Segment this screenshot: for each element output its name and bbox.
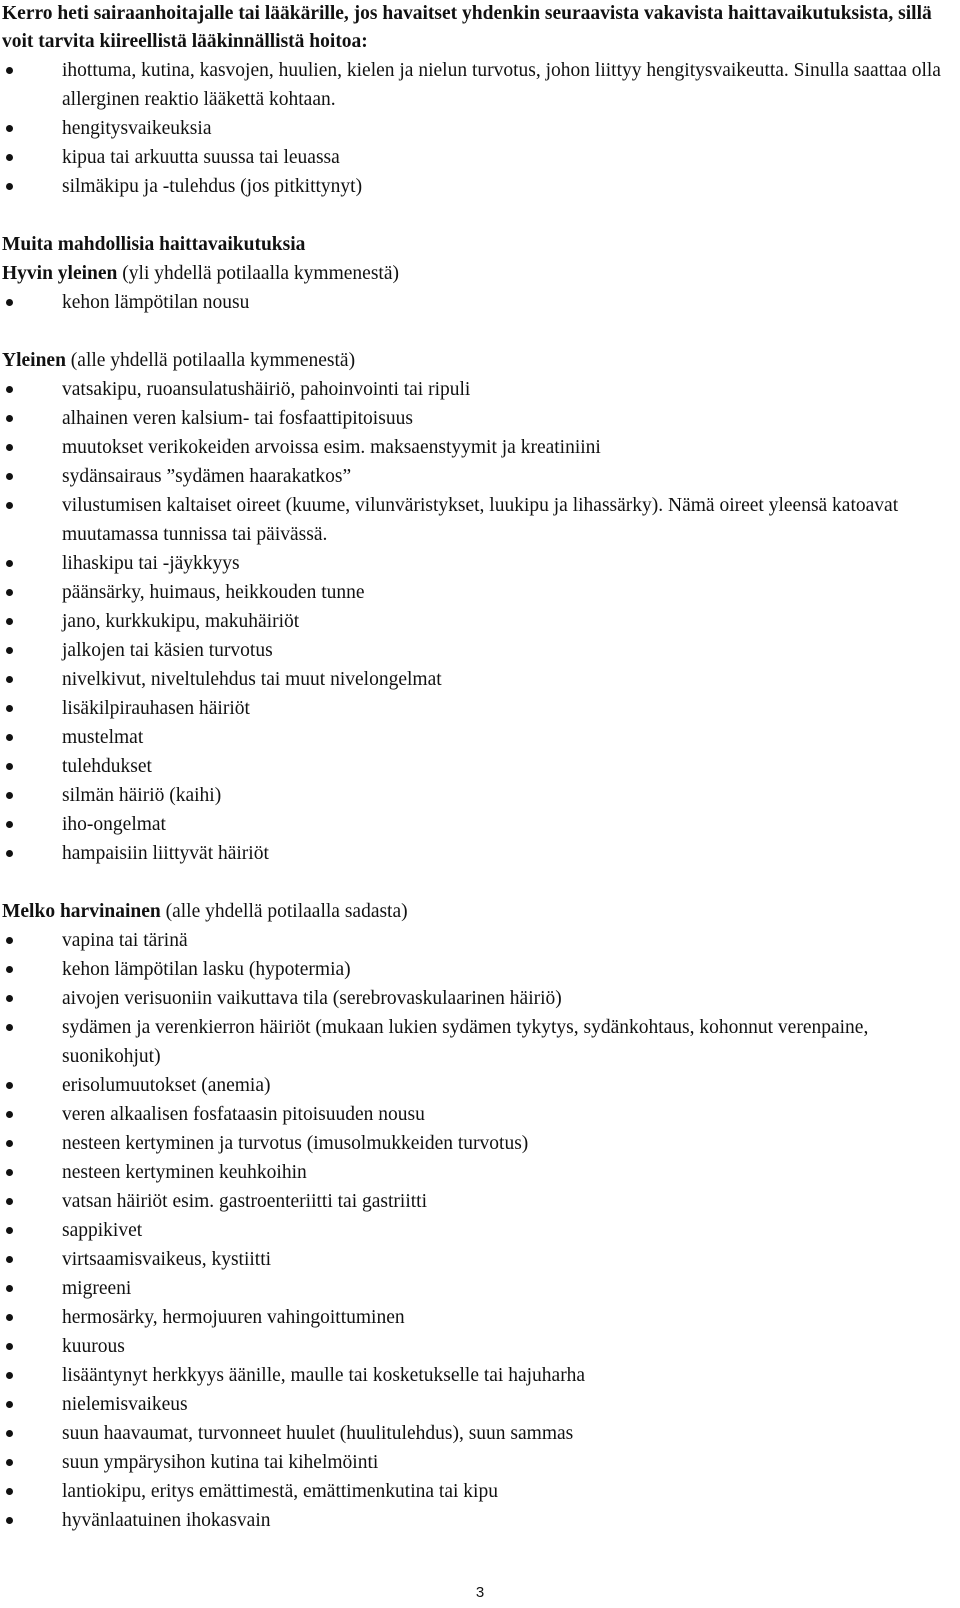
list-item xyxy=(2,955,952,984)
list-item-text: aivojen verisuoniin vaikuttava tila (serebrovaskulaarinen häiriö) xyxy=(62,988,562,1009)
uncommon-section xyxy=(2,897,952,1535)
list-item-text: päänsärky, huimaus, heikkouden tunne xyxy=(62,582,365,603)
bullet-icon xyxy=(6,386,13,393)
list-item xyxy=(2,926,952,955)
uncommon-list xyxy=(2,926,952,1535)
list-item-text: muutokset verikokeiden arvoissa esim. maksaenstyymit ja kreatiniini xyxy=(62,437,601,458)
list-item xyxy=(2,1129,952,1158)
bullet-icon xyxy=(6,1285,13,1292)
list-item-text: ihottuma, kutina, kasvojen, huulien, kielen ja nielun turvotus, johon liittyy hengitysvaikeutta. Sinulla saattaa olla allerginen reaktio lääkettä kohtaan. xyxy=(62,60,941,110)
bullet-icon xyxy=(6,1314,13,1321)
list-item-text: hampaisiin liittyvät häiriöt xyxy=(62,843,269,864)
bullet-icon xyxy=(6,995,13,1002)
list-item xyxy=(2,723,952,752)
list-item xyxy=(2,491,952,549)
list-item-text: lisäkilpirauhasen häiriöt xyxy=(62,698,250,719)
list-item-text: iho-ongelmat xyxy=(62,814,166,835)
bullet-icon xyxy=(6,125,13,132)
very-common-note: (yli yhdellä potilaalla kymmenestä) xyxy=(117,263,399,284)
list-item xyxy=(2,1245,952,1274)
list-item xyxy=(2,694,952,723)
list-item-text: vapina tai tärinä xyxy=(62,930,188,951)
list-item-text: sydänsairaus ”sydämen haarakatkos” xyxy=(62,466,352,487)
bullet-icon xyxy=(6,1111,13,1118)
list-item-text: nesteen kertyminen keuhkoihin xyxy=(62,1162,307,1183)
page-number: 3 xyxy=(475,1584,485,1601)
bullet-icon xyxy=(6,299,13,306)
list-item xyxy=(2,607,952,636)
list-item xyxy=(2,781,952,810)
list-item xyxy=(2,1390,952,1419)
list-item xyxy=(2,1361,952,1390)
list-item-text: hengitysvaikeuksia xyxy=(62,118,212,139)
bullet-icon xyxy=(6,1372,13,1379)
bullet-icon xyxy=(6,1430,13,1437)
list-item xyxy=(2,636,952,665)
section-heading xyxy=(2,230,952,259)
list-item-text: erisolumuutokset (anemia) xyxy=(62,1075,271,1096)
list-item-text: veren alkaalisen fosfataasin pitoisuuden nousu xyxy=(62,1104,425,1125)
bullet-icon xyxy=(6,763,13,770)
list-item-text: hermosärky, hermojuuren vahingoittuminen xyxy=(62,1307,405,1328)
list-item xyxy=(2,288,952,317)
list-item-text: migreeni xyxy=(62,1278,132,1299)
list-item xyxy=(2,1100,952,1129)
very-common-list xyxy=(2,288,952,317)
bullet-icon xyxy=(6,560,13,567)
list-item xyxy=(2,1274,952,1303)
bullet-icon xyxy=(6,1488,13,1495)
list-item-text: lisääntynyt herkkyys äänille, maulle tai kosketukselle tai hajuharha xyxy=(62,1365,586,1386)
uncommon-heading xyxy=(2,897,952,926)
bullet-icon xyxy=(6,183,13,190)
common-section xyxy=(2,346,952,868)
bullet-icon xyxy=(6,1401,13,1408)
bullet-icon xyxy=(6,1024,13,1031)
list-item-text: nesteen kertyminen ja turvotus (imusolmukkeiden turvotus) xyxy=(62,1133,529,1154)
bullet-icon xyxy=(6,444,13,451)
bullet-icon xyxy=(6,937,13,944)
list-item xyxy=(2,1216,952,1245)
list-item-text: sappikivet xyxy=(62,1220,143,1241)
bullet-icon xyxy=(6,792,13,799)
list-item xyxy=(2,143,952,172)
serious-side-effects-list xyxy=(2,56,952,201)
list-item xyxy=(2,810,952,839)
list-item-text: mustelmat xyxy=(62,727,144,748)
list-item-text: alhainen veren kalsium- tai fosfaattipitoisuus xyxy=(62,408,413,429)
list-item xyxy=(2,56,952,114)
list-item xyxy=(2,1303,952,1332)
list-item-text: vatsan häiriöt esim. gastroenteriitti tai gastriitti xyxy=(62,1191,427,1212)
list-item xyxy=(2,1419,952,1448)
list-item-text: silmäkipu ja -tulehdus (jos pitkittynyt) xyxy=(62,176,363,197)
bullet-icon xyxy=(6,1198,13,1205)
list-item-text: kuurous xyxy=(62,1336,125,1357)
list-item-text: virtsaamisvaikeus, kystiitti xyxy=(62,1249,272,1270)
bullet-icon xyxy=(6,154,13,161)
list-item-text: vilustumisen kaltaiset oireet (kuume, vilunväristykset, luukipu ja lihassärky). Nämä oireet yleensä katoavat muutamassa tunnissa tai päivässä. xyxy=(62,495,899,545)
list-item-text: tulehdukset xyxy=(62,756,152,777)
list-item-text: hyvänlaatuinen ihokasvain xyxy=(62,1510,271,1531)
bullet-icon xyxy=(6,966,13,973)
very-common-label: Hyvin yleinen xyxy=(2,263,118,284)
list-item xyxy=(2,984,952,1013)
bullet-icon xyxy=(6,821,13,828)
list-item xyxy=(2,1448,952,1477)
bullet-icon xyxy=(6,1256,13,1263)
list-item xyxy=(2,1071,952,1100)
list-item xyxy=(2,114,952,143)
section-heading-text: Muita mahdollisia haittavaikutuksia xyxy=(2,234,306,255)
very-common-heading xyxy=(2,259,952,288)
list-item-text: jano, kurkkukipu, makuhäiriöt xyxy=(62,611,300,632)
uncommon-label: Melko harvinainen xyxy=(2,901,161,922)
bullet-icon xyxy=(6,1082,13,1089)
list-item xyxy=(2,404,952,433)
bullet-icon xyxy=(6,589,13,596)
list-item-text: sydämen ja verenkierron häiriöt (mukaan lukien sydämen tykytys, sydänkohtaus, kohonnut verenpaine, suonikohjut) xyxy=(62,1017,869,1067)
bullet-icon xyxy=(6,850,13,857)
list-item xyxy=(2,665,952,694)
list-item-text: lantiokipu, eritys emättimestä, emättimenkutina tai kipu xyxy=(62,1481,498,1502)
list-item-text: silmän häiriö (kaihi) xyxy=(62,785,222,806)
bullet-icon xyxy=(6,647,13,654)
list-item xyxy=(2,839,952,868)
bullet-icon xyxy=(6,1343,13,1350)
list-item xyxy=(2,1187,952,1216)
list-item-text: kehon lämpötilan nousu xyxy=(62,292,250,313)
list-item-text: suun ympärysihon kutina tai kihelmöinti xyxy=(62,1452,379,1473)
bullet-icon xyxy=(6,67,13,74)
bullet-icon xyxy=(6,1140,13,1147)
list-item xyxy=(2,549,952,578)
bullet-icon xyxy=(6,1459,13,1466)
list-item xyxy=(2,1506,952,1535)
bullet-icon xyxy=(6,415,13,422)
list-item xyxy=(2,462,952,491)
bullet-icon xyxy=(6,618,13,625)
bullet-icon xyxy=(6,676,13,683)
list-item-text: vatsakipu, ruoansulatushäiriö, pahoinvointi tai ripuli xyxy=(62,379,471,400)
list-item xyxy=(2,172,952,201)
list-item-text: lihaskipu tai -jäykkyys xyxy=(62,553,240,574)
document-page xyxy=(2,0,952,1535)
common-heading xyxy=(2,346,952,375)
list-item-text: nielemisvaikeus xyxy=(62,1394,188,1415)
bullet-icon xyxy=(6,473,13,480)
list-item xyxy=(2,433,952,462)
list-item-text: nivelkivut, niveltulehdus tai muut nivelongelmat xyxy=(62,669,442,690)
other-side-effects-section xyxy=(2,230,952,317)
list-item-text: jalkojen tai käsien turvotus xyxy=(62,640,273,661)
list-item xyxy=(2,752,952,781)
bullet-icon xyxy=(6,705,13,712)
uncommon-note: (alle yhdellä potilaalla sadasta) xyxy=(160,901,408,922)
list-item xyxy=(2,1477,952,1506)
common-list xyxy=(2,375,952,868)
bullet-icon xyxy=(6,502,13,509)
bullet-icon xyxy=(6,734,13,741)
bullet-icon xyxy=(6,1227,13,1234)
list-item xyxy=(2,1013,952,1071)
common-note: (alle yhdellä potilaalla kymmenestä) xyxy=(65,350,356,371)
list-item xyxy=(2,1332,952,1361)
bullet-icon xyxy=(6,1169,13,1176)
list-item xyxy=(2,1158,952,1187)
list-item-text: kipua tai arkuutta suussa tai leuassa xyxy=(62,147,340,168)
common-label: Yleinen xyxy=(2,350,66,371)
list-item-text: suun haavaumat, turvonneet huulet (huulitulehdus), suun sammas xyxy=(62,1423,574,1444)
intro-paragraph: Kerro heti sairaanhoitajalle tai lääkärille, jos havaitset yhdenkin seuraavista vakavista haittavaikutuksista, sillä voit tarvita kiireellistä lääkinnällistä hoitoa: xyxy=(2,3,932,52)
list-item xyxy=(2,375,952,404)
list-item xyxy=(2,578,952,607)
bullet-icon xyxy=(6,1517,13,1524)
list-item-text: kehon lämpötilan lasku (hypotermia) xyxy=(62,959,351,980)
